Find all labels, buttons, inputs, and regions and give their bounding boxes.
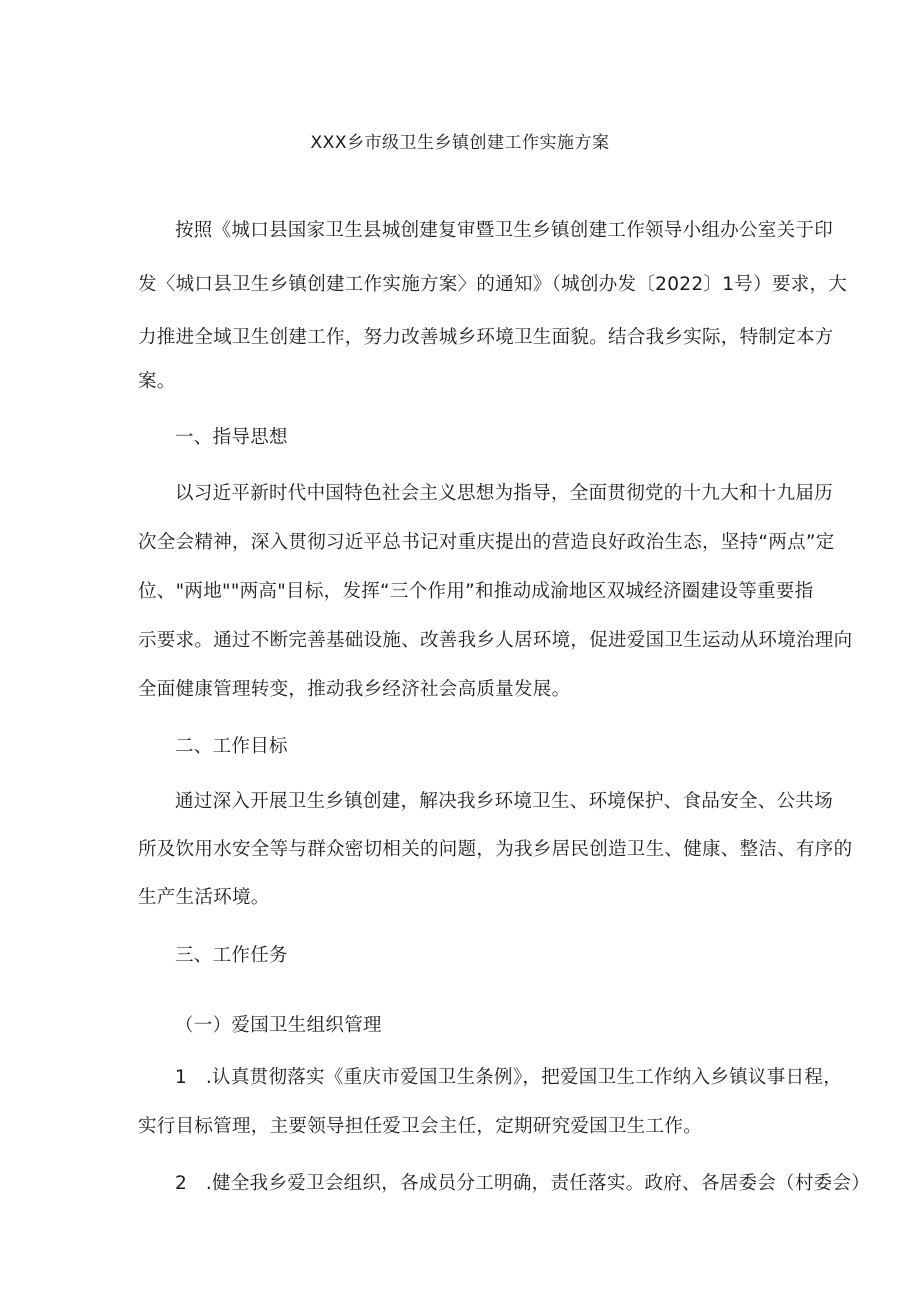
paragraph-line: 通过深入开展卫生乡镇创建，解决我乡环境卫生、环境保护、食品安全、公共场 bbox=[175, 791, 834, 812]
paragraph-line: 位、"两地""两高"目标，发挥“三个作用”和推动成渝地区双城经济圈建设等重要指 bbox=[138, 581, 814, 602]
section-heading: 二、工作目标 bbox=[175, 736, 288, 757]
paragraph-line: 2 .健全我乡爱卫会组织，各成员分工明确，责任落实。政府、各居委会（村委会） bbox=[175, 1173, 871, 1194]
section-heading: 一、指导思想 bbox=[175, 427, 288, 448]
paragraph-line: 案。 bbox=[138, 371, 176, 392]
paragraph-line: 发〈城口县卫生乡镇创建工作实施方案〉的通知》（城创办发〔2022〕1号）要求，大 bbox=[138, 274, 848, 295]
paragraph-line: 1 .认真贯彻落实《重庆市爱国卫生条例》，把爱国卫生工作纳入乡镇议事日程， bbox=[175, 1067, 843, 1088]
paragraph-line: 所及饮用水安全等与群众密切相关的问题，为我乡居民创造卫生、健康、整洁、有序的 bbox=[138, 839, 853, 860]
paragraph-line: 全面健康管理转变，推动我乡经济社会高质量发展。 bbox=[138, 679, 571, 700]
paragraph-line: 实行目标管理，主要领导担任爱卫会主任，定期研究爱国卫生工作。 bbox=[138, 1116, 703, 1137]
paragraph-line: 次全会精神，深入贯彻习近平总书记对重庆提出的营造良好政治生态，坚持“两点”定 bbox=[138, 532, 835, 553]
subsection-heading: （一）爱国卫生组织管理 bbox=[175, 1015, 382, 1036]
paragraph-line: 以习近平新时代中国特色社会主义思想为指导，全面贯彻党的十九大和十九届历 bbox=[175, 483, 834, 504]
paragraph-line: 生产生活环境。 bbox=[138, 887, 270, 908]
paragraph-line: 示要求。通过不断完善基础设施、改善我乡人居环境，促进爱国卫生运动从环境治理向 bbox=[138, 630, 853, 651]
section-heading: 三、工作任务 bbox=[175, 945, 288, 966]
paragraph-line: 力推进全域卫生创建工作，努力改善城乡环境卫生面貌。结合我乡实际，特制定本方 bbox=[138, 327, 834, 348]
paragraph-line: 按照《城口县国家卫生县城创建复审暨卫生乡镇创建工作领导小组办公室关于印 bbox=[175, 220, 834, 241]
document-title: XXX乡市级卫生乡镇创建工作实施方案 bbox=[310, 133, 610, 153]
